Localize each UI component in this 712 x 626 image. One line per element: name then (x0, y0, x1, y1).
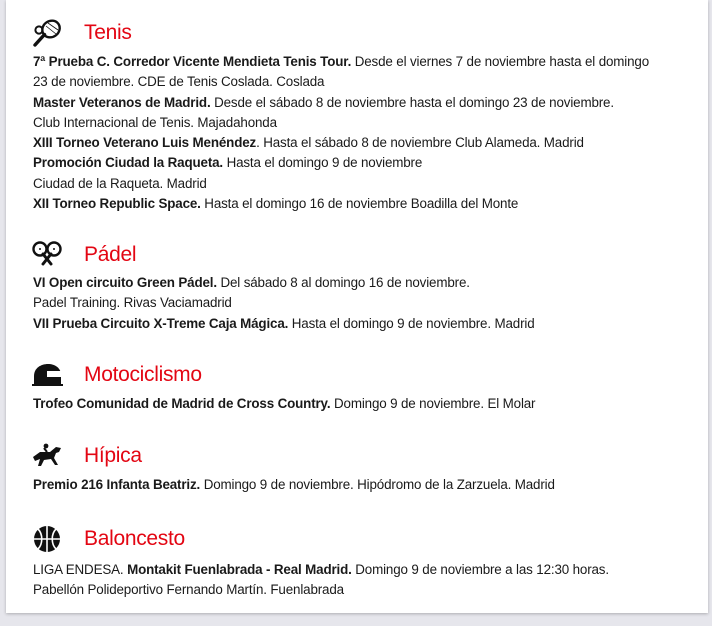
event-details: Hasta el domingo 9 de noviembre (223, 155, 423, 171)
event-details: Del sábado 8 al domingo 16 de noviembre. (216, 275, 470, 290)
motorcycle-helmet-icon (30, 360, 64, 390)
section-title: Baloncesto (84, 527, 185, 550)
event-name: 7ª Prueba C. Corredor Vicente Mendieta Tenis Tour. (33, 54, 352, 69)
event-line (33, 273, 703, 293)
event-line (33, 475, 703, 495)
event-details: Club Internacional de Tenis. Majadahonda (33, 114, 277, 130)
event-name: XIII Torneo Veterano Luis Menéndez (33, 135, 257, 151)
section-title: Motociclismo (84, 363, 202, 386)
section-body (33, 394, 703, 414)
event-line (33, 52, 703, 72)
events-sheet (6, 0, 708, 613)
section-body (33, 273, 703, 334)
event-details: Domingo 9 de noviembre a las 12:30 horas. (351, 562, 609, 577)
event-details: Domingo 9 de noviembre. El Molar (330, 396, 536, 411)
event-details: Domingo 9 de noviembre. Hipódromo de la Zarzuela. Madrid (200, 477, 555, 492)
section-header (30, 358, 202, 392)
event-details: Desde el viernes 7 de noviembre hasta el domingo (351, 54, 650, 69)
event-name: VII Prueba Circuito X-Treme Caja Mágica. (33, 315, 289, 331)
section-title: Pádel (84, 243, 137, 266)
event-name: Premio 216 Infanta Beatriz. (33, 477, 201, 492)
event-line (33, 93, 703, 113)
event-name: Promoción Ciudad la Raqueta. (33, 155, 223, 171)
section-header (30, 522, 185, 556)
section-header (30, 16, 132, 50)
event-details: Padel Training. Rivas Vaciamadrid (33, 295, 232, 311)
event-details: LIGA ENDESA. (33, 562, 128, 577)
event-line (33, 314, 703, 334)
event-name: VI Open circuito Green Pádel. (33, 275, 217, 290)
section-title: Tenis (84, 21, 132, 44)
event-line (33, 560, 703, 580)
section-header (30, 439, 142, 473)
event-details: 23 de noviembre. CDE de Tenis Coslada. Coslada (33, 74, 325, 90)
tennis-racket-icon (30, 18, 64, 48)
event-line (33, 394, 703, 414)
event-details: Desde el sábado 8 de noviembre hasta el domingo 23 de noviembre. (210, 94, 614, 110)
event-details: . Hasta el sábado 8 de noviembre Club Alameda. Madrid (256, 135, 584, 151)
event-details: Pabellón Polideportivo Fernando Martín. Fuenlabrada (33, 582, 344, 598)
section-body (33, 560, 703, 601)
section-header (30, 238, 136, 272)
section-body (33, 52, 703, 214)
event-line (33, 174, 703, 194)
event-name: Master Veteranos de Madrid. (33, 94, 211, 110)
event-details: Hasta el domingo 9 de noviembre. Madrid (288, 315, 535, 331)
event-line (33, 113, 703, 133)
section-body (33, 475, 703, 495)
section-title: Hípica (84, 444, 142, 467)
padel-rackets-icon (30, 240, 64, 270)
event-line (33, 133, 703, 153)
event-details: Hasta el domingo 16 de noviembre Boadilla del Monte (200, 196, 519, 212)
event-line (33, 72, 703, 92)
event-line (33, 293, 703, 313)
basketball-icon (30, 524, 64, 554)
event-name: Montakit Fuenlabrada - Real Madrid. (127, 562, 352, 577)
event-line (33, 580, 703, 600)
event-name: XII Torneo Republic Space. (33, 196, 201, 212)
horse-racing-icon (30, 441, 64, 471)
event-line (33, 194, 703, 214)
event-line (33, 153, 703, 173)
event-name: Trofeo Comunidad de Madrid de Cross Country. (33, 396, 331, 411)
event-details: Ciudad de la Raqueta. Madrid (33, 175, 207, 191)
